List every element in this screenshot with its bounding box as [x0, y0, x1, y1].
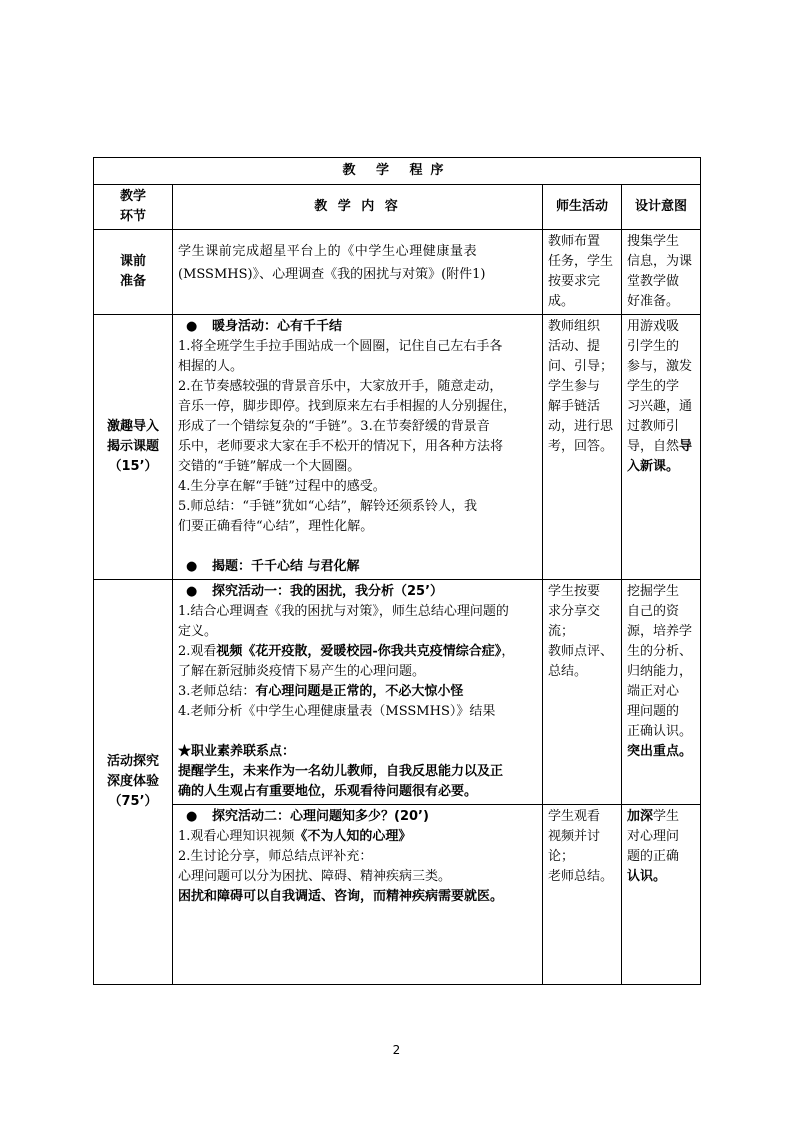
bullet-activity-1: ● 探究活动一：我的困扰，我分析（25’） [186, 584, 444, 599]
header-intent: 设计意图 [622, 185, 701, 230]
bullet-activity-2: ● 探究活动二：心理问题知多少？(20’) [186, 809, 429, 824]
stage-warmup: 激趣导入 揭示课题 （15’） [94, 315, 173, 580]
content-explore-activity-2: ● 探究活动二：心理问题知多少？(20’) 1.观看心理知识视频《不为人知的心理》 2.生讨论分享，师总结点评补充： 心理问题可以分为困扰、障碍、精神疾病三类。 困扰和障碍可以自我调适、咨询，而精神疾病需要就医。 [173, 805, 543, 985]
content-pre-class: 学生课前完成超星平台上的《中学生心理健康量表 (MSSMHS)》、心理调查《我的困扰与对策》(附件1) [173, 230, 543, 315]
activity-explore-2: 学生观看 视频并讨 论； 老师总结。 [543, 805, 622, 985]
header-content: 教 学 内 容 [173, 185, 543, 230]
content-warmup: ● 暖身活动：心有千千结 1.将全班学生手拉手围站成一个圆圈，记住自己左右手各 相握的人。 2.在节奏感较强的背景音乐中，大家放开手，随意走动， 音乐一停，脚步即停。找到原来左右手相握的人分别握住， 形成了一个错综复杂的“手链”。3.在节奏舒缓的背景音 乐中，老师要求大家在手不松开的情况下，用各种方法将 交错的“手链”解成一个大圆圈。 4.生分享在解“手链”过程中的感受。 5.师总结：“手链”犹如“心结”，解铃还须系铃人，我 们要正确看待“心结”，理性化解。 ● 揭题：千千心结 与君化解 [173, 315, 543, 580]
bullet-reveal-topic: ● 揭题：千千心结 与君化解 [186, 559, 360, 574]
activity-pre-class: 教师布置 任务，学生 按要求完 成。 [543, 230, 622, 315]
content-explore-activity-1: ● 探究活动一：我的困扰，我分析（25’） 1.结合心理调查《我的困扰与对策》，师生总结心理问题的 定义。 2.观看视频《花开疫散，爱暖校园-你我共克疫情综合症》， 了解在新冠肺炎疫情下易产生的心理问题。 3.老师总结：有心理问题是正常的，不必大惊小怪 4.老师分析《中学生心理健康量表（MSSMHS）》结果 ★职业素养联系点： 提醒学生，未来作为一名幼儿教师，自我反思能力以及正 确的人生观占有重要地位，乐观看待问题很有必要。 [173, 580, 543, 805]
intent-warmup: 用游戏吸 引学生的 参与，激发 学生的学 习兴趣，通 过教师引 导，自然导 入新课。 [622, 315, 701, 580]
header-activity: 师生活动 [543, 185, 622, 230]
table-title: 教 学 程序 [94, 158, 701, 185]
page-number: 2 [392, 1043, 401, 1057]
stage-explore: 活动探究 深度体验 （75’） [94, 580, 173, 985]
header-stage: 教学 环节 [94, 185, 173, 230]
stage-pre-class: 课前 准备 [94, 230, 173, 315]
activity-explore-1: 学生按要 求分享交 流； 教师点评、 总结。 [543, 580, 622, 805]
intent-pre-class: 搜集学生 信息，为课 堂教学做 好准备。 [622, 230, 701, 315]
bullet-warmup: ● 暖身活动：心有千千结 [186, 319, 343, 334]
activity-warmup: 教师组织 活动、提 问、引导； 学生参与 解手链活 动，进行思 考，回答。 [543, 315, 622, 580]
teaching-procedure-table [93, 157, 701, 985]
intent-explore-2: 加深学生 对心理问 题的正确 认识。 [622, 805, 701, 985]
intent-explore-1: 挖掘学生 自己的资 源，培养学 生的分析、 归纳能力， 端正对心 理问题的 正确认识。 突出重点。 [622, 580, 701, 805]
career-literacy-label: ★职业素养联系点： [178, 744, 296, 759]
